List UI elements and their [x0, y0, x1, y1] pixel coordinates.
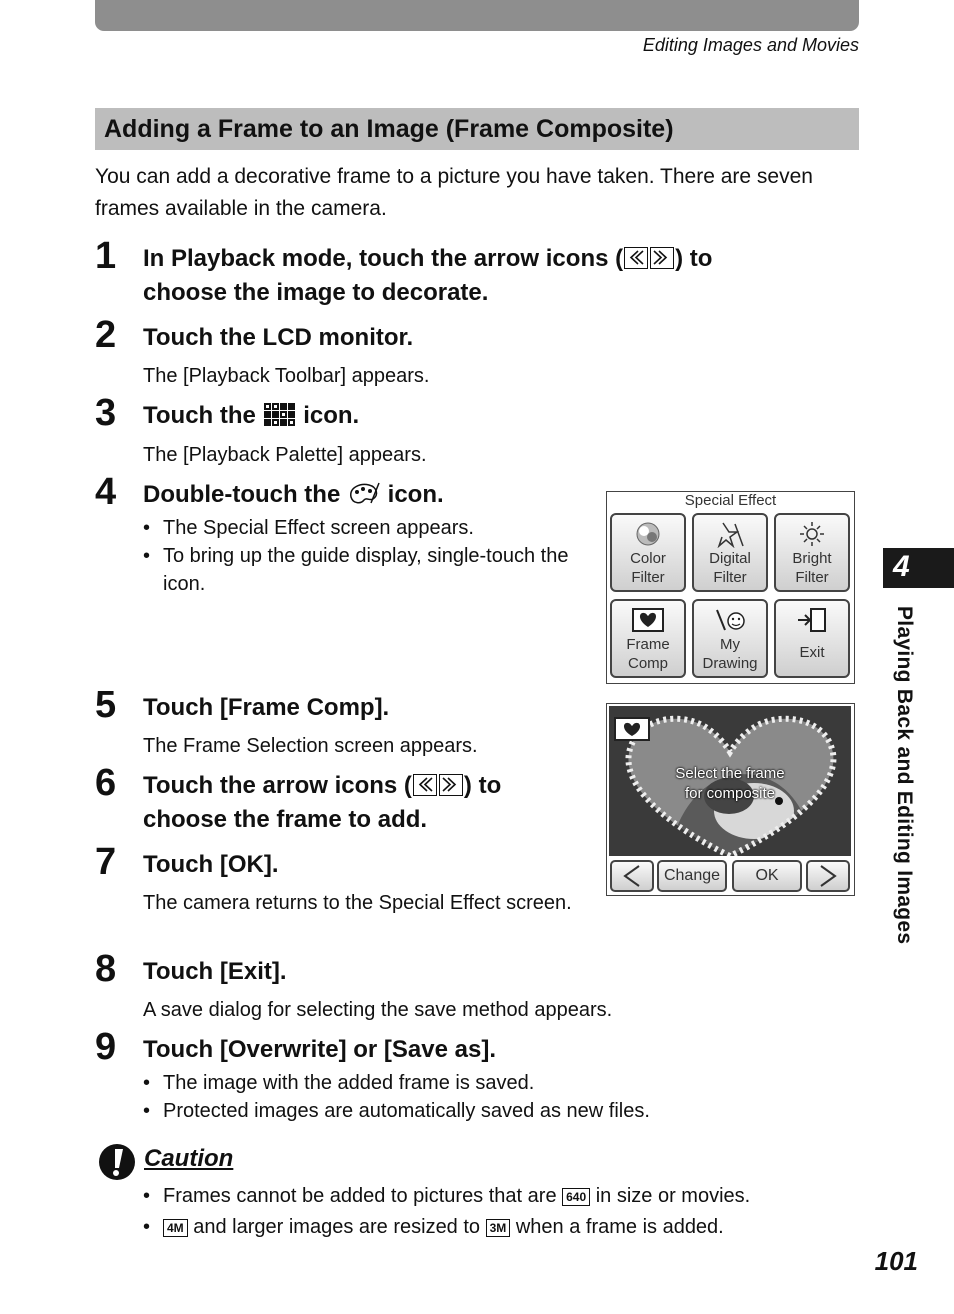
digital-filter-tile[interactable]: Digital Filter	[692, 513, 768, 592]
caution-title: Caution	[144, 1145, 234, 1172]
special-effect-screen	[606, 491, 855, 684]
step-body: The camera returns to the Special Effect screen.	[143, 892, 572, 914]
right-arrow-icon	[650, 247, 674, 269]
frame-selection-screen	[606, 703, 855, 896]
step-number: 1	[95, 235, 117, 277]
change-button[interactable]: Change	[657, 860, 727, 892]
bullet: • To bring up the guide display, single-touch the icon.	[143, 545, 569, 595]
step-heading: Touch the icon.	[143, 399, 359, 438]
step-number: 2	[95, 314, 117, 356]
chapter-tab: 4	[883, 548, 954, 588]
header-bar	[95, 0, 859, 31]
screen-title: Special Effect	[684, 492, 777, 509]
step-heading: Touch the LCD monitor.	[143, 324, 414, 351]
step-heading: Touch the arrow icons ( ) to choose the frame to add.	[143, 772, 502, 833]
left-arrow-icon	[413, 774, 437, 796]
step-number: 3	[95, 392, 117, 434]
playback-palette-icon	[263, 402, 297, 438]
section-heading: Adding a Frame to an Image (Frame Composite)	[95, 108, 859, 150]
exit-tile[interactable]: Exit	[774, 599, 850, 678]
step-number: 9	[95, 1026, 117, 1068]
size-4m-icon: 4M	[163, 1219, 188, 1237]
guide-text: Select the frame for composite	[675, 765, 785, 802]
caution-bullet: • Frames cannot be added to pictures that are 640 in size or movies.	[143, 1185, 751, 1207]
step-number: 6	[95, 762, 117, 804]
step-body: The [Playback Toolbar] appears.	[143, 365, 430, 387]
bullet: • Protected images are automatically saved as new files.	[143, 1100, 650, 1122]
page-number: 101	[874, 1246, 918, 1276]
next-frame-button[interactable]	[806, 860, 850, 892]
left-arrow-icon	[617, 876, 647, 893]
right-arrow-icon	[813, 876, 843, 893]
size-3m-icon: 3M	[486, 1219, 511, 1237]
step-number: 7	[95, 841, 117, 883]
step-heading: In Playback mode, touch the arrow icons ( ) to choose the image to decorate.	[143, 245, 713, 306]
step-heading: Touch [OK].	[143, 851, 279, 878]
step-heading: Double-touch the icon.	[143, 478, 444, 517]
exit-icon	[795, 606, 829, 639]
intro-paragraph: You can add a decorative frame to a picture you have taken. There are seven frames available in the camera.	[95, 165, 813, 220]
bullet: • The image with the added frame is saved.	[143, 1072, 535, 1094]
step-heading: Touch [Frame Comp].	[143, 694, 390, 721]
bullet: • The Special Effect screen appears.	[143, 517, 474, 539]
step-body: A save dialog for selecting the save method appears.	[143, 999, 613, 1021]
my-drawing-tile[interactable]: My Drawing	[692, 599, 768, 678]
caution-bullet: • 4M and larger images are resized to 3M when a frame is added.	[143, 1216, 724, 1238]
special-effect-icon	[347, 481, 381, 517]
step-heading: Touch [Overwrite] or [Save as].	[143, 1036, 496, 1063]
prev-frame-button[interactable]	[610, 860, 654, 892]
color-filter-tile[interactable]: Color Filter	[610, 513, 686, 592]
running-title: Editing Images and Movies	[642, 35, 859, 55]
left-arrow-icon	[624, 247, 648, 269]
size-640-icon: 640	[562, 1188, 590, 1206]
step-heading: Touch [Exit].	[143, 958, 287, 985]
step-number: 5	[95, 684, 117, 726]
caution-icon	[97, 1142, 137, 1187]
bright-filter-tile[interactable]: Bright Filter	[774, 513, 850, 592]
ok-button[interactable]: OK	[732, 860, 802, 892]
step-number: 4	[95, 471, 117, 513]
frame-preview-image	[609, 706, 851, 856]
step-body: The [Playback Palette] appears.	[143, 444, 427, 466]
step-number: 8	[95, 948, 117, 990]
step-body: The Frame Selection screen appears.	[143, 735, 478, 757]
right-arrow-icon	[439, 774, 463, 796]
chapter-title: Playing Back and Editing Images	[893, 606, 916, 945]
frame-comp-tile[interactable]: Frame Comp	[610, 599, 686, 678]
